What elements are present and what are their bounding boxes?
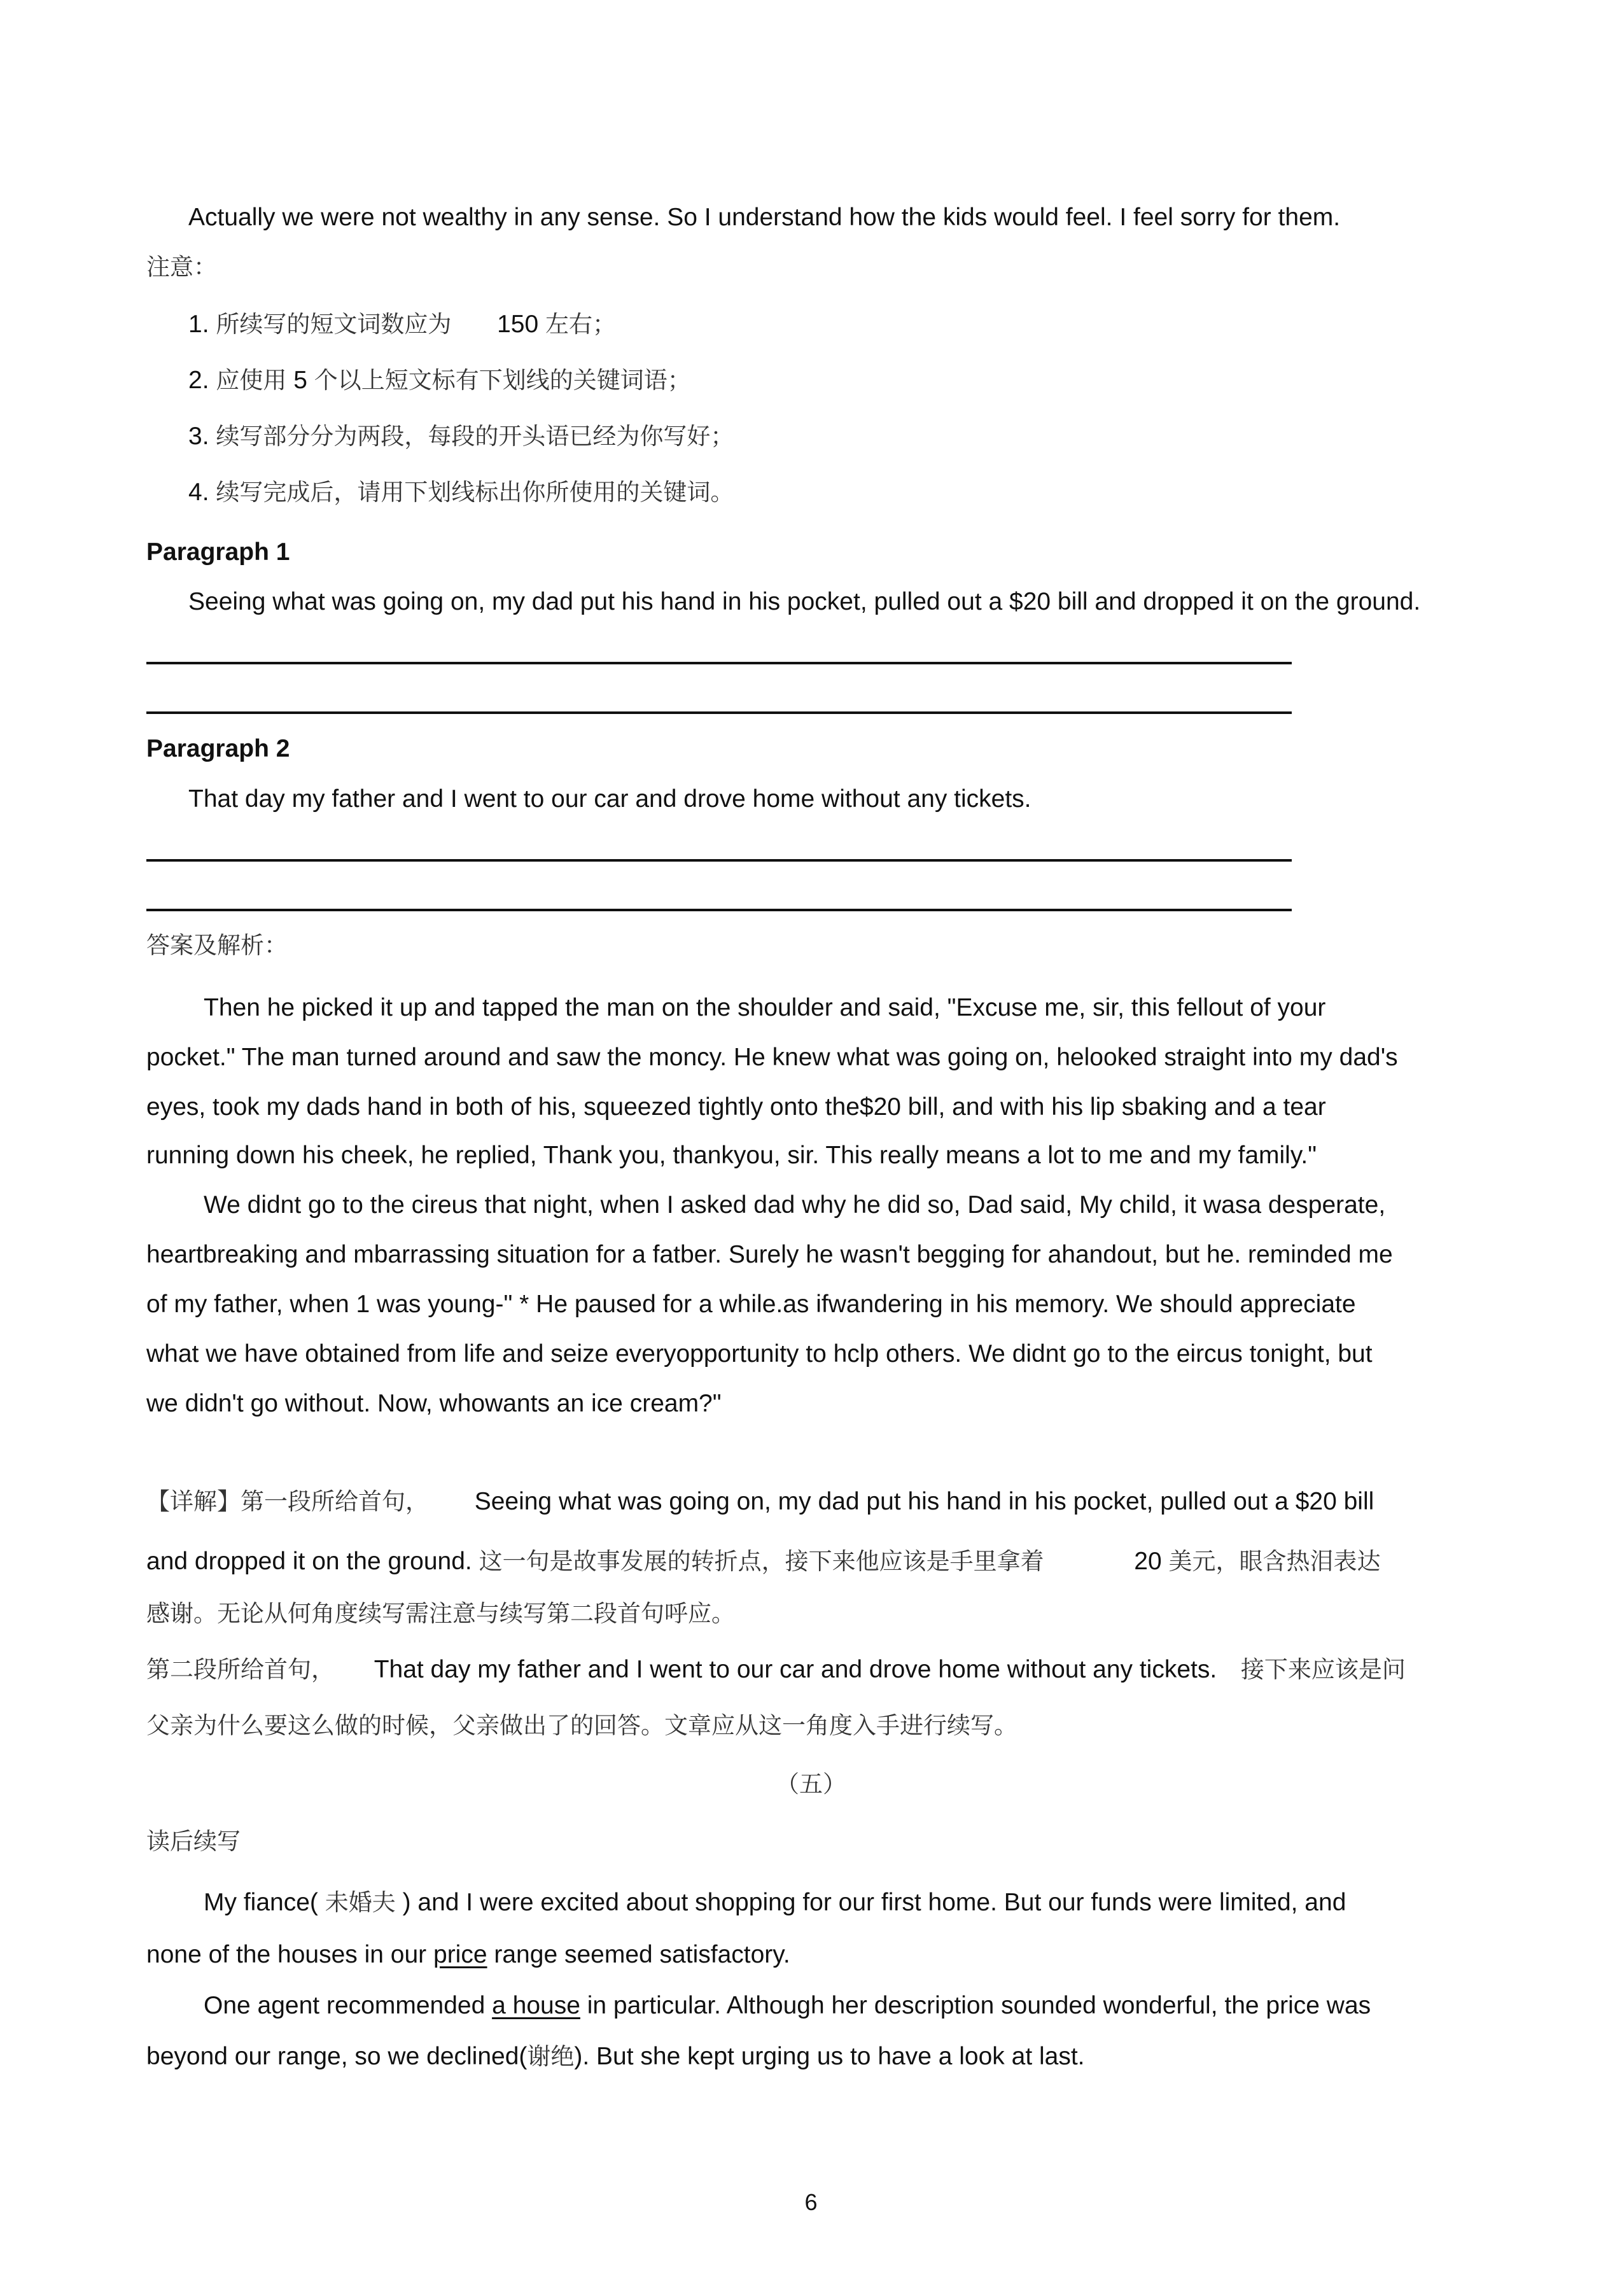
story-line-1 (204, 1887, 1346, 1918)
answer-p1-line: Then he picked it up and tapped the man on the shoulder and said, "Excuse me, sir, this fellout of your (204, 994, 1326, 1021)
story-gloss: 谢绝 (527, 2043, 575, 2070)
explanation-line-1 (146, 1487, 1374, 1517)
story-text: My fiance( (204, 1889, 318, 1916)
answer-p1-line: running down his cheek, he replied, Thank you, thankyou, sir. This really means a lot to me and my family." (146, 1142, 1317, 1169)
story-text: in particular. Although her description sounded wonderful, the price was (580, 1992, 1371, 2019)
explanation-cn: 接下来应该是问 (1240, 1656, 1406, 1683)
explanation-line-4 (146, 1655, 1406, 1685)
note-item-1 (188, 309, 616, 340)
keyword-underlined: a house (492, 1992, 580, 2019)
explanation-cn: 第二段所给首句， (146, 1656, 335, 1683)
note-text: 应使用 (216, 367, 287, 394)
answer-heading: 答案及解析： (146, 932, 288, 959)
story-line-3 (204, 1991, 1371, 2021)
answer-line[interactable] (146, 662, 1292, 664)
story-line-4 (146, 2041, 1085, 2072)
note-text: 续写部分分为两段，每段的开头语已经为你写好； (216, 423, 734, 450)
explanation-cn: 【详解】第一段所给首句， (146, 1488, 429, 1515)
note-number: 4. (188, 479, 209, 506)
explanation-en: and dropped it on the ground. (146, 1548, 472, 1575)
story-text: none of the houses in our (146, 1941, 433, 1968)
paragraph2-opening: That day my father and I went to our car and drove home without any tickets. (188, 785, 1031, 813)
answer-p2-line: heartbreaking and mbarrassing situation for a fatber. Surely he wasn't begging for ahandout, but he. reminded me (146, 1241, 1393, 1268)
answer-p2-line: what we have obtained from life and seize everyopportunity to hclp others. We didnt go to the eircus tonight, but (146, 1340, 1373, 1368)
section-number: （五） (776, 1770, 846, 1798)
answer-p1-line: eyes, took my dads hand in both of his, squeezed tightly onto the$20 bill, and with his lip sbaking and a tear (146, 1093, 1326, 1121)
explanation-number: 20 (1134, 1548, 1162, 1575)
explanation-en: That day my father and I went to our car and drove home without any tickets. (374, 1656, 1217, 1683)
answer-p2-line: we didn't go without. Now, whowants an ice cream?" (146, 1390, 722, 1417)
explanation-cn: 美元，眼含热泪表达 (1168, 1548, 1381, 1575)
note-text: 个以上短文标有下划线的关键词语； (314, 367, 691, 394)
note-text: 左右； (545, 311, 616, 338)
story-text: One agent recommended (204, 1992, 493, 2019)
story-gloss: 未婚夫 (325, 1889, 396, 1916)
answer-p2-line: of my father, when 1 was young-" * He paused for a while.as ifwandering in his memory. We should appreciate (146, 1291, 1356, 1318)
note-item-2 (188, 365, 691, 396)
story-text: beyond our range, so we declined( (146, 2043, 528, 2070)
note-number: 2. (188, 367, 209, 394)
explanation-line-2 (146, 1546, 1381, 1577)
note-number: 3. (188, 423, 209, 450)
answer-line[interactable] (146, 711, 1292, 714)
story-line-2 (146, 1940, 790, 1970)
paragraph1-heading: Paragraph 1 (146, 538, 290, 566)
page-number: 6 (804, 2189, 818, 2215)
note-text: 所续写的短文词数应为 (216, 311, 452, 338)
notes-heading: 注意： (146, 253, 217, 281)
intro-line: Actually we were not wealthy in any sense. So I understand how the kids would feel. I feel sorry for them. (188, 204, 1341, 231)
answer-line[interactable] (146, 909, 1292, 911)
explanation-en: Seeing what was going on, my dad put his hand in his pocket, pulled out a $20 bill (474, 1488, 1374, 1515)
paragraph1-opening: Seeing what was going on, my dad put his hand in his pocket, pulled out a $20 bill and dropped it on the ground. (188, 588, 1421, 615)
section-title: 读后续写 (146, 1828, 241, 1855)
answer-line[interactable] (146, 859, 1292, 862)
note-item-4 (188, 477, 734, 508)
note-value: 5 (293, 367, 307, 394)
story-text: ). But she kept urging us to have a look at last. (574, 2043, 1085, 2070)
explanation-line-5: 父亲为什么要这么做的时候，父亲做出了的回答。文章应从这一角度入手进行续写。 (146, 1712, 1017, 1739)
paragraph2-heading: Paragraph 2 (146, 735, 290, 762)
story-text: range seemed satisfactory. (487, 1941, 790, 1968)
note-number: 1. (188, 311, 209, 338)
explanation-cn: 这一句是故事发展的转折点，接下来他应该是手里拿着 (479, 1548, 1044, 1575)
story-text: ) and I were excited about shopping for our first home. But our funds were limited, and (402, 1889, 1346, 1916)
note-value: 150 (497, 311, 539, 338)
explanation-line-3: 感谢。无论从何角度续写需注意与续写第二段首句呼应。 (146, 1600, 735, 1627)
answer-p2-line: We didnt go to the cireus that night, when I asked dad why he did so, Dad said, My child, it wasa desperate, (204, 1191, 1386, 1219)
keyword-underlined: price (433, 1941, 487, 1968)
note-text: 续写完成后，请用下划线标出你所使用的关键词。 (216, 479, 734, 506)
note-item-3 (188, 421, 734, 452)
answer-p1-line: pocket." The man turned around and saw the moncy. He knew what was going on, helooked straight into my dad's (146, 1044, 1398, 1071)
